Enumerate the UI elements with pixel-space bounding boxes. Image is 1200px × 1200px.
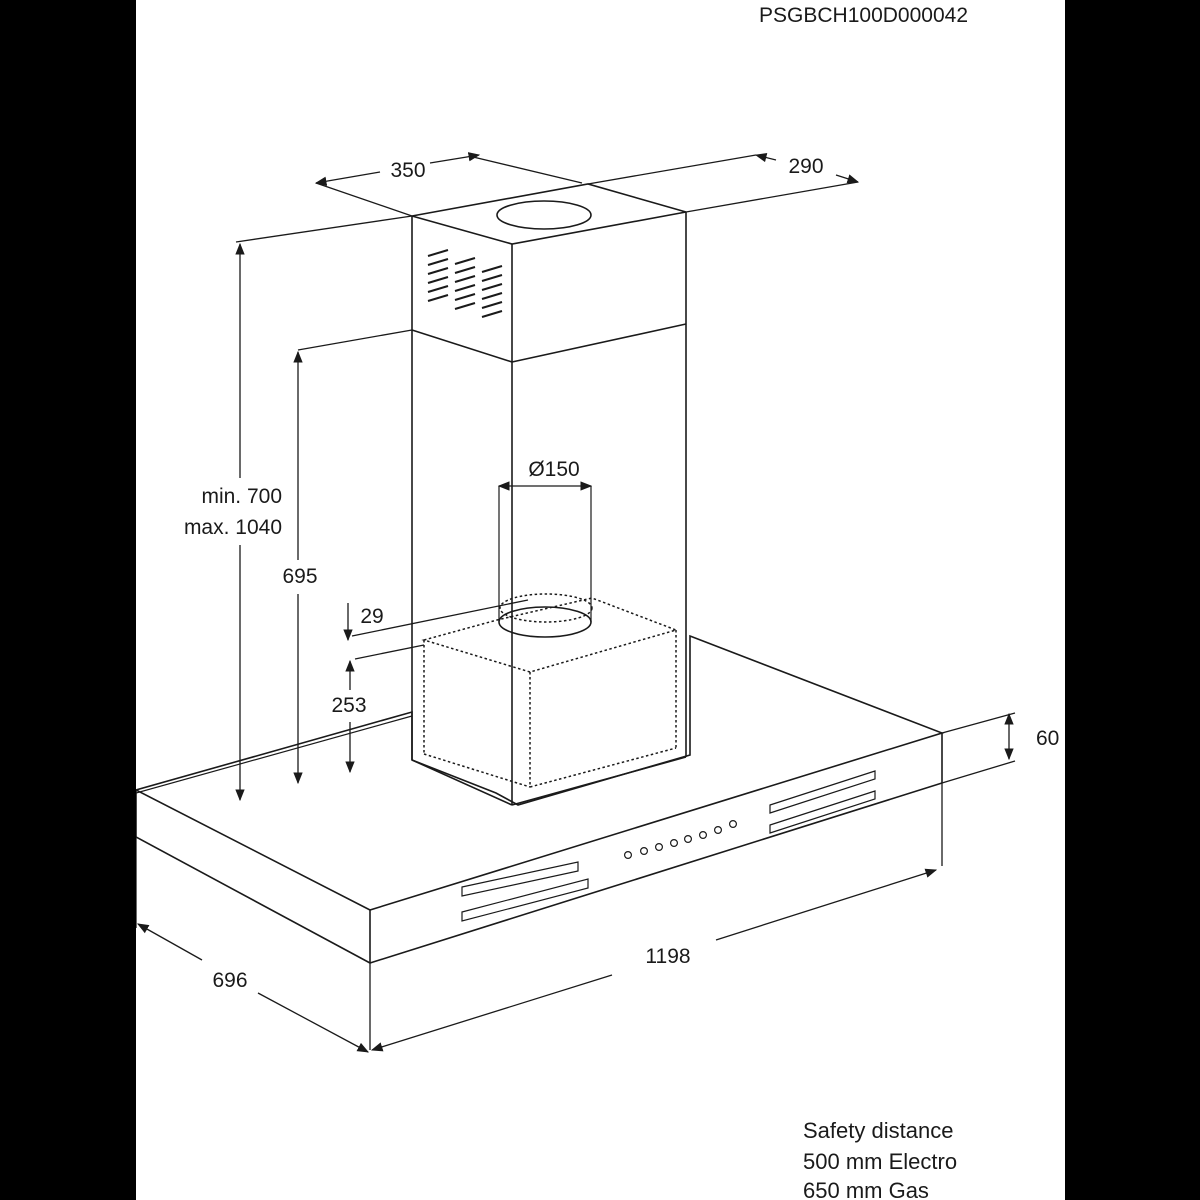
dim-29-label: 29 — [360, 605, 384, 628]
chimney — [412, 184, 686, 805]
dim-max-1040-label: max. 1040 — [183, 516, 282, 539]
front-handle-slots — [462, 771, 875, 921]
dimension-lines — [136, 155, 1015, 1052]
dim-253-label: 253 — [331, 694, 367, 717]
canopy — [136, 636, 942, 963]
dim-min-700-label: min. 700 — [201, 485, 282, 508]
dim-60-label: 60 — [1036, 727, 1060, 750]
dim-1198-label: 1198 — [645, 945, 691, 968]
vent-slots — [428, 250, 502, 317]
motor-housing-hidden — [424, 594, 676, 787]
dim-350-label: 350 — [390, 159, 426, 182]
safety-electro: 500 mm Electro — [803, 1149, 958, 1174]
dim-290-label: 290 — [788, 155, 824, 178]
safety-gas: 650 mm Gas — [803, 1178, 929, 1200]
cooker-hood-technical-drawing — [136, 0, 1065, 1200]
dim-diameter-label: Ø150 — [528, 458, 580, 481]
drawing-code: PSGBCH100D000042 — [759, 4, 968, 27]
drawing-sheet — [136, 0, 1065, 1200]
safety-distance-note — [803, 1118, 957, 1200]
safety-title: Safety distance — [803, 1118, 954, 1143]
dim-696-label: 696 — [212, 969, 248, 992]
duct-outlet — [497, 201, 591, 229]
dim-695-label: 695 — [282, 565, 318, 588]
